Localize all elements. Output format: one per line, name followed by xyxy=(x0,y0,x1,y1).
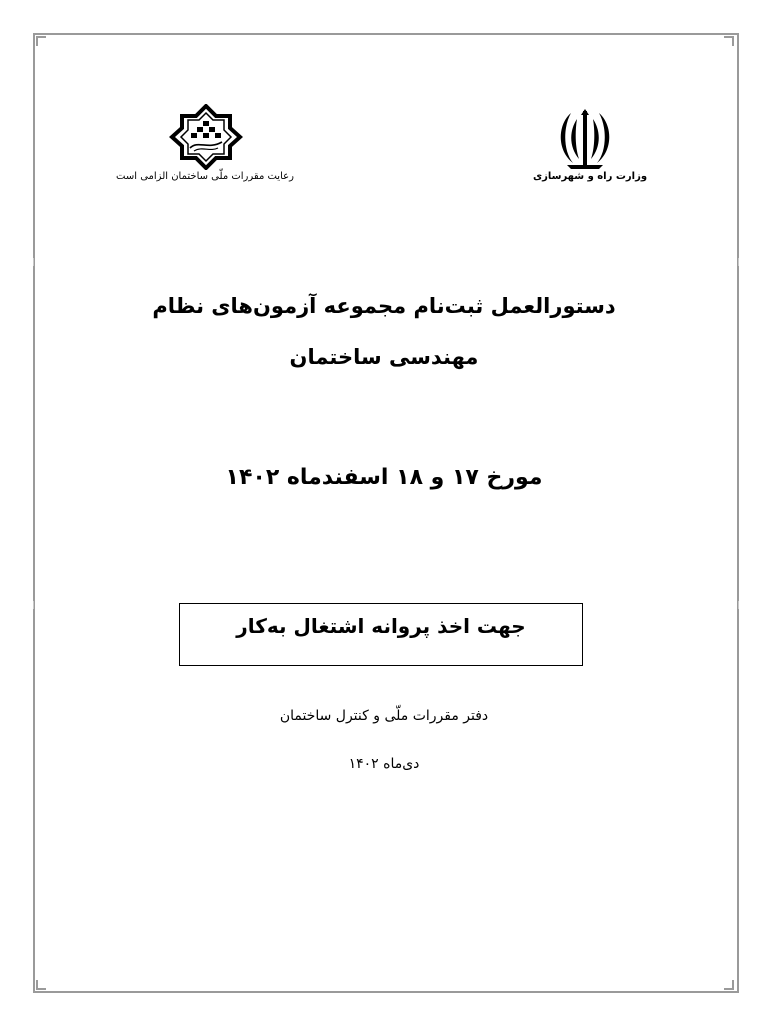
purpose-text: جهت اخذ پروانه اشتغال به‌کار xyxy=(236,614,526,638)
margin-mark xyxy=(33,258,34,266)
corner-ornament-bottom-right xyxy=(724,980,734,990)
margin-mark xyxy=(33,601,34,609)
margin-mark xyxy=(738,601,739,609)
iran-emblem-icon xyxy=(553,107,617,171)
office-name: دفتر مقررات ملّی و کنترل ساختمان xyxy=(279,708,489,724)
document-title-line-1: دستورالعمل ثبت‌نام مجموعه آزمون‌های نظام xyxy=(152,294,616,318)
building-regulations-badge-icon xyxy=(168,104,244,170)
purpose-box xyxy=(179,603,583,666)
issue-date: دی‌ماه ۱۴۰۲ xyxy=(348,756,420,772)
regulation-caption: رعایت مقررات ملّی ساختمان الزامی است xyxy=(116,171,294,182)
corner-ornament-top-left xyxy=(36,36,46,46)
ministry-caption: وزارت راه و شهرسازی xyxy=(532,171,648,182)
corner-ornament-bottom-left xyxy=(36,980,46,990)
corner-ornament-top-right xyxy=(724,36,734,46)
exam-date: مورخ ۱۷ و ۱۸ اسفندماه ۱۴۰۲ xyxy=(225,465,543,490)
margin-mark xyxy=(738,258,739,266)
document-title-line-2: مهندسی ساختمان xyxy=(289,345,479,369)
